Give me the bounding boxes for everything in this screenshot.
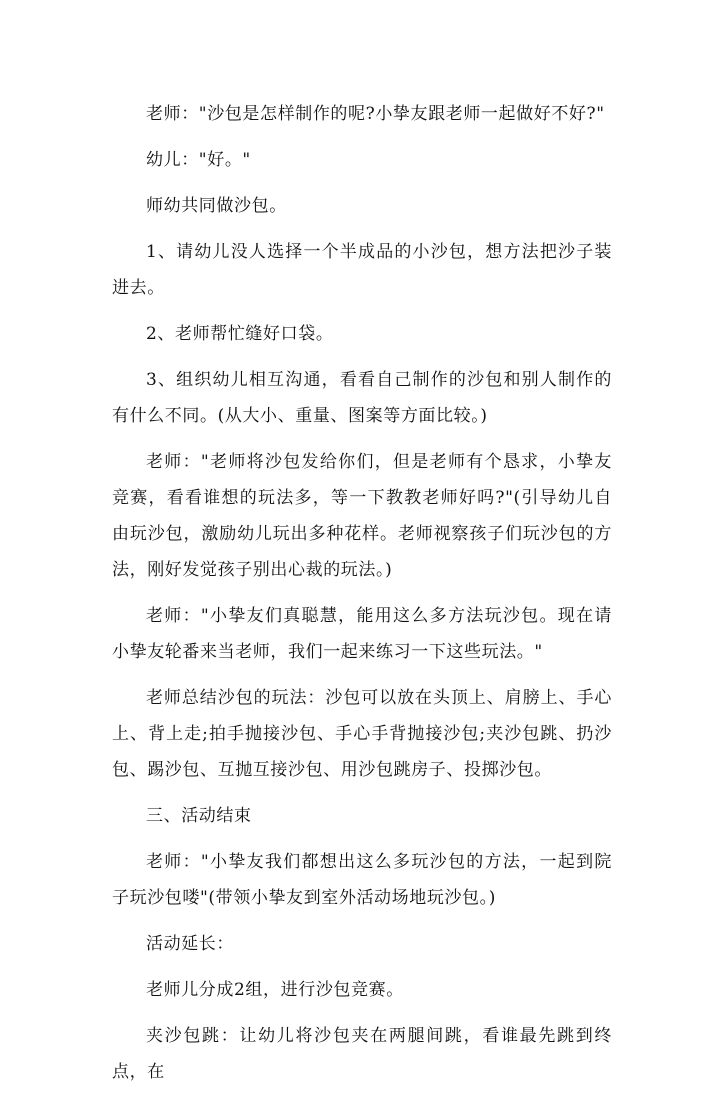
paragraph-teacher-question: 老师："沙包是怎样制作的呢?小挚友跟老师一起做好不好?" xyxy=(146,104,605,124)
paragraph-step-3: 3、组织幼儿相互沟通，看看自己制作的沙包和别人制作的有什么不同。(从大小、重量、图案等方面比较。) xyxy=(112,370,612,426)
paragraph-teacher-outdoor: 老师："小挚友我们都想出这么多玩沙包的方法，一起到院子玩沙包喽"(带领小挚友到室外活动场地玩沙包。) xyxy=(112,852,612,908)
paragraph-children-reply: 幼儿："好。" xyxy=(146,150,251,170)
paragraph-summary-methods: 老师总结沙包的玩法：沙包可以放在头顶上、肩膀上、手心上、背上走;拍手抛接沙包、手心手背抛接沙包;夹沙包跳、扔沙包、踢沙包、互抛互接沙包、用沙包跳房子、投掷沙包。 xyxy=(112,688,612,780)
paragraph-make-sandbag: 师幼共同做沙包。 xyxy=(146,196,287,216)
paragraph-teacher-distribute: 老师："老师将沙包发给你们，但是老师有个恳求，小挚友竞赛，看看谁想的玩法多，等一下教教老师好吗?"(引导幼儿自由玩沙包，激励幼儿玩出多种花样。老师视察孩子们玩沙包的方法，刚好发觉孩子别出心裁的玩法。) xyxy=(112,452,612,580)
document-body xyxy=(112,96,612,1100)
paragraph-step-1: 1、请幼儿没人选择一个半成品的小沙包，想方法把沙子装进去。 xyxy=(112,242,612,298)
section-heading-extension: 活动延长： xyxy=(146,934,234,954)
section-heading-activity-end: 三、活动结束 xyxy=(146,806,252,826)
paragraph-groups: 老师儿分成2组，进行沙包竞赛。 xyxy=(146,980,404,1000)
paragraph-teacher-praise: 老师："小挚友们真聪慧，能用这么多方法玩沙包。现在请小挚友轮番来当老师，我们一起来练习一下这些玩法。" xyxy=(112,606,612,662)
paragraph-jump-game: 夹沙包跳：让幼儿将沙包夹在两腿间跳，看谁最先跳到终点，在 xyxy=(112,1026,612,1082)
paragraph-step-2: 2、老师帮忙缝好口袋。 xyxy=(146,324,334,344)
